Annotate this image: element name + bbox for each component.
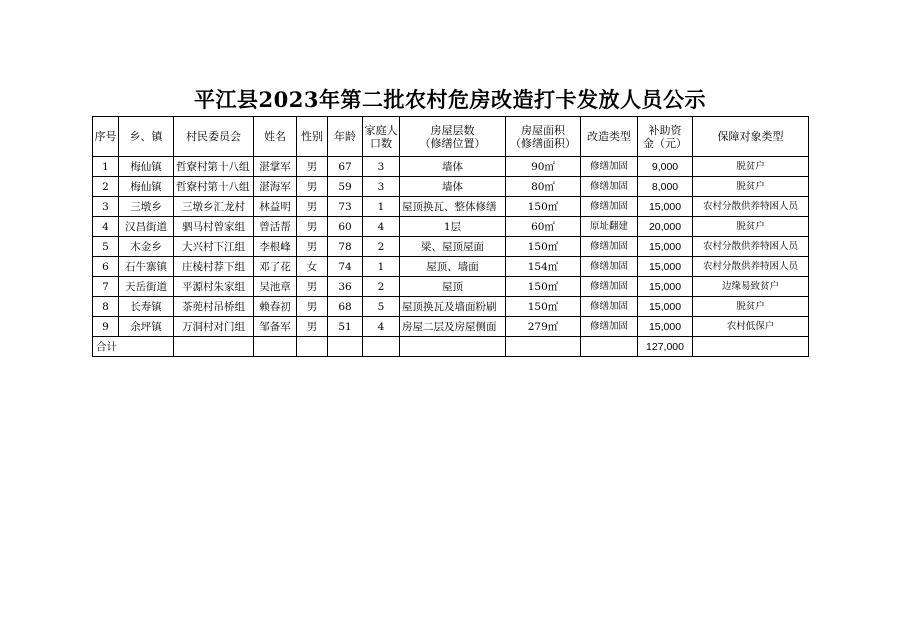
header-town: 乡、镇: [119, 117, 174, 157]
cell-seq: 5: [93, 237, 119, 257]
cell-name: 吴池章: [254, 277, 297, 297]
header-row: [93, 117, 809, 157]
cell-gender: 男: [297, 217, 328, 237]
cell-age: 60: [328, 217, 363, 237]
header-name: 姓名: [254, 117, 297, 157]
cell-name: 林益明: [254, 197, 297, 217]
header-floors: 房屋层数 （修缮位置）: [400, 117, 506, 157]
cell-age: 36: [328, 277, 363, 297]
table-row: [93, 217, 809, 237]
cell-town: 天岳街道: [119, 277, 174, 297]
cell-type: 修缮加固: [581, 257, 638, 277]
cell-age: 67: [328, 157, 363, 177]
cell-gender: 男: [297, 237, 328, 257]
cell-floors: 屋顶、墙面: [400, 257, 506, 277]
table-row: [93, 257, 809, 277]
cell-empty: [581, 337, 638, 357]
header-gender: 性别: [297, 117, 328, 157]
cell-category: 农村低保户: [693, 317, 809, 337]
cell-name: 李根峰: [254, 237, 297, 257]
cell-subsidy: 20,000: [638, 217, 693, 237]
cell-age: 74: [328, 257, 363, 277]
cell-household: 2: [363, 277, 400, 297]
cell-empty: [254, 337, 297, 357]
cell-area: 150㎡: [506, 297, 581, 317]
cell-type: 修缮加固: [581, 177, 638, 197]
cell-floors: 房屋二层及房屋侧面: [400, 317, 506, 337]
header-household: 家庭人 口数: [363, 117, 400, 157]
cell-age: 73: [328, 197, 363, 217]
cell-category: 脱贫户: [693, 177, 809, 197]
cell-category: 农村分散供养特困人员: [693, 197, 809, 217]
cell-seq: 2: [93, 177, 119, 197]
cell-household: 4: [363, 317, 400, 337]
header-age: 年龄: [328, 117, 363, 157]
cell-household: 5: [363, 297, 400, 317]
cell-town: 木金乡: [119, 237, 174, 257]
table-row: [93, 297, 809, 317]
cell-floors: 屋顶换瓦、整体修缮: [400, 197, 506, 217]
cell-age: 68: [328, 297, 363, 317]
table-row: [93, 197, 809, 217]
cell-subsidy: 8,000: [638, 177, 693, 197]
cell-empty: [297, 337, 328, 357]
cell-empty: [400, 337, 506, 357]
cell-floors: 梁、屋顶屋面: [400, 237, 506, 257]
cell-subsidy: 15,000: [638, 257, 693, 277]
cell-area: 150㎡: [506, 197, 581, 217]
cell-area: 90㎡: [506, 157, 581, 177]
cell-floors: 墙体: [400, 157, 506, 177]
cell-category: 农村分散供养特困人员: [693, 237, 809, 257]
cell-seq: 8: [93, 297, 119, 317]
cell-town: 梅仙镇: [119, 177, 174, 197]
cell-town: 长寿镇: [119, 297, 174, 317]
cell-name: 湛掌军: [254, 157, 297, 177]
cell-household: 3: [363, 177, 400, 197]
cell-household: 1: [363, 257, 400, 277]
cell-subsidy: 15,000: [638, 197, 693, 217]
cell-subsidy: 15,000: [638, 297, 693, 317]
cell-category: 农村分散供养特困人员: [693, 257, 809, 277]
cell-household: 2: [363, 237, 400, 257]
cell-subsidy: 15,000: [638, 317, 693, 337]
table-row: [93, 317, 809, 337]
cell-empty: [693, 337, 809, 357]
cell-floors: 屋顶: [400, 277, 506, 297]
cell-village: 三墩乡汇龙村: [174, 197, 254, 217]
cell-type: 修缮加固: [581, 277, 638, 297]
table-row: [93, 237, 809, 257]
table-row: [93, 177, 809, 197]
cell-type: 修缮加固: [581, 197, 638, 217]
cell-subsidy: 9,000: [638, 157, 693, 177]
page-title: 平江县2023年第二批农村危房改造打卡发放人员公示: [194, 87, 706, 112]
cell-village: 庄棱村荐下组: [174, 257, 254, 277]
cell-name: 曾活帮: [254, 217, 297, 237]
cell-seq: 7: [93, 277, 119, 297]
cell-type: 修缮加固: [581, 297, 638, 317]
total-row: [93, 337, 809, 357]
cell-subsidy: 15,000: [638, 277, 693, 297]
cell-area: 279㎡: [506, 317, 581, 337]
cell-area: 150㎡: [506, 277, 581, 297]
cell-empty: [506, 337, 581, 357]
cell-area: 150㎡: [506, 237, 581, 257]
cell-area: 80㎡: [506, 177, 581, 197]
cell-category: 边缘易致贫户: [693, 277, 809, 297]
cell-seq: 4: [93, 217, 119, 237]
header-seq: 序号: [93, 117, 119, 157]
cell-seq: 6: [93, 257, 119, 277]
cell-town: 石牛寨镇: [119, 257, 174, 277]
cell-gender: 男: [297, 277, 328, 297]
cell-empty: [363, 337, 400, 357]
cell-floors: 1层: [400, 217, 506, 237]
cell-age: 51: [328, 317, 363, 337]
cell-type: 修缮加固: [581, 317, 638, 337]
header-type: 改造类型: [581, 117, 638, 157]
total-subsidy: 127,000: [638, 337, 693, 357]
cell-village: 哲寮村第十八组: [174, 157, 254, 177]
cell-gender: 男: [297, 197, 328, 217]
cell-town: 三墩乡: [119, 197, 174, 217]
cell-empty: [328, 337, 363, 357]
cell-area: 154㎡: [506, 257, 581, 277]
cell-seq: 9: [93, 317, 119, 337]
header-area: 房屋面积 （修缮面积）: [506, 117, 581, 157]
cell-subsidy: 15,000: [638, 237, 693, 257]
cell-name: 湛海军: [254, 177, 297, 197]
cell-name: 邹备军: [254, 317, 297, 337]
cell-village: 平源村朱家组: [174, 277, 254, 297]
table-row: [93, 157, 809, 177]
cell-seq: 3: [93, 197, 119, 217]
cell-age: 78: [328, 237, 363, 257]
cell-village: 哲寮村第十八组: [174, 177, 254, 197]
cell-household: 4: [363, 217, 400, 237]
cell-empty: [174, 337, 254, 357]
cell-town: 余坪镇: [119, 317, 174, 337]
cell-age: 59: [328, 177, 363, 197]
cell-seq: 1: [93, 157, 119, 177]
cell-category: 脱贫户: [693, 157, 809, 177]
cell-category: 脱贫户: [693, 217, 809, 237]
cell-category: 脱贫户: [693, 297, 809, 317]
cell-name: 赖春初: [254, 297, 297, 317]
cell-gender: 男: [297, 157, 328, 177]
cell-village: 大兴村下江组: [174, 237, 254, 257]
cell-type: 修缮加固: [581, 237, 638, 257]
cell-village: 茶蔸村吊桥组: [174, 297, 254, 317]
header-village: 村民委员会: [174, 117, 254, 157]
cell-village: 驷马村曾家组: [174, 217, 254, 237]
cell-type: 原址翻建: [581, 217, 638, 237]
header-category: 保障对象类型: [693, 117, 809, 157]
subsidy-table: [92, 116, 809, 357]
cell-type: 修缮加固: [581, 157, 638, 177]
cell-town: 梅仙镇: [119, 157, 174, 177]
header-subsidy: 补助资 金（元）: [638, 117, 693, 157]
table-row: [93, 277, 809, 297]
cell-floors: 墙体: [400, 177, 506, 197]
cell-village: 万洞村对门组: [174, 317, 254, 337]
cell-gender: 男: [297, 317, 328, 337]
cell-area: 60㎡: [506, 217, 581, 237]
cell-town: 汉昌街道: [119, 217, 174, 237]
cell-gender: 男: [297, 297, 328, 317]
cell-household: 3: [363, 157, 400, 177]
cell-household: 1: [363, 197, 400, 217]
cell-gender: 女: [297, 257, 328, 277]
total-label: 合计: [93, 337, 174, 357]
cell-name: 邓了花: [254, 257, 297, 277]
cell-floors: 屋顶换瓦及墙面粉刷: [400, 297, 506, 317]
cell-gender: 男: [297, 177, 328, 197]
